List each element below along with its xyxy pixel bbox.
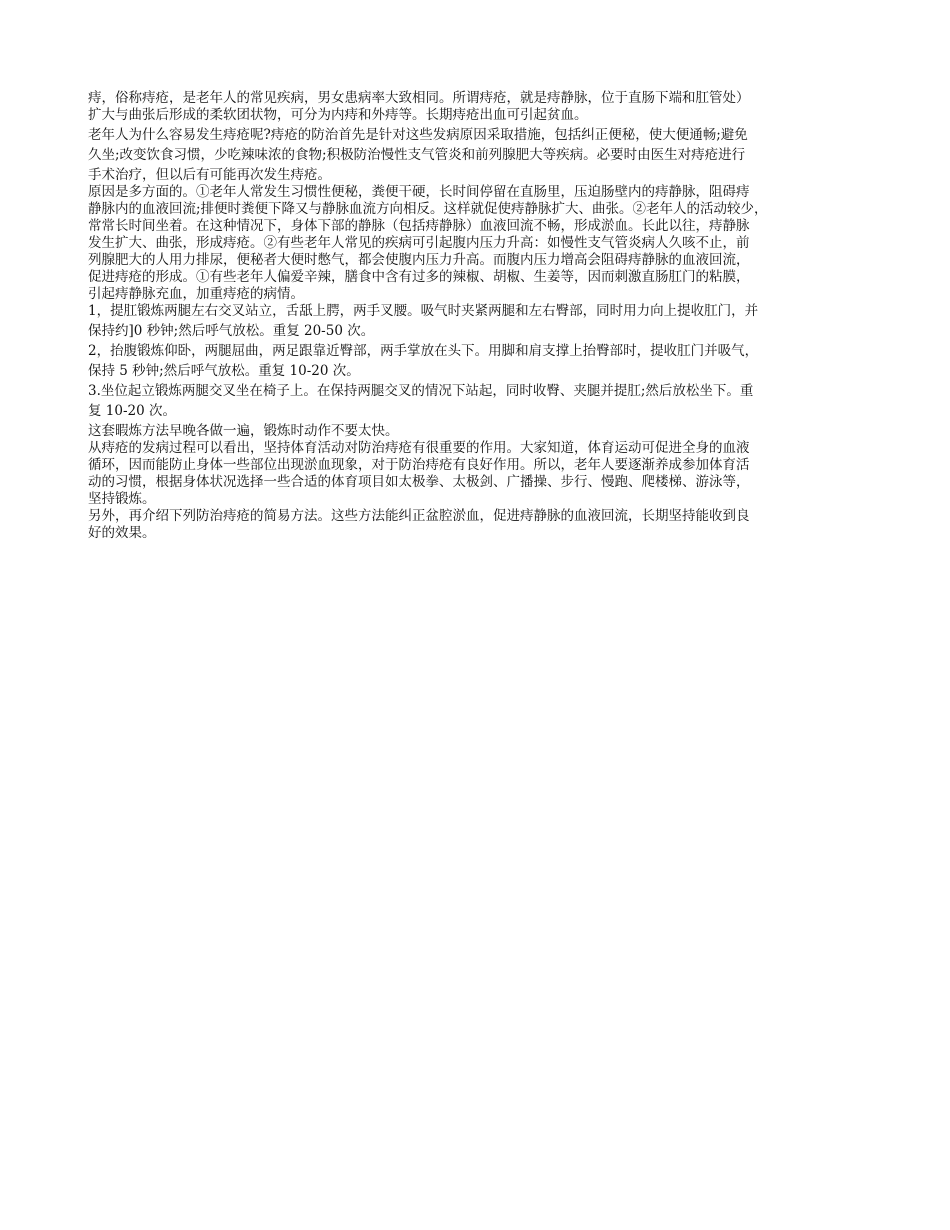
text-line: 复 10-20 次。 (88, 403, 177, 419)
text-line: 久坐;改变饮食习惯，少吃辣味浓的食物;积极防治慢性支气管炎和前列腺肥大等疾病。必要时由医生对痔疮进行 (88, 147, 746, 163)
document-body (88, 90, 873, 542)
text-line: 动的习惯，根据身体状况选择一些合适的体育项目如太极拳、太极剑、广播操、步行、慢跑、爬楼梯、游泳等， (88, 474, 750, 490)
text-line: 发生扩大、曲张，形成痔疮。②有些老年人常见的疾病可引起腹内压力升高：如慢性支气管炎病人久咳不止，前 (88, 235, 750, 251)
text-line: 从痔疮的发病过程可以看出，坚持体育活动对防治痔疮有很重要的作用。大家知道，体育运动可促进全身的血液 (88, 440, 750, 456)
text-line: 列腺肥大的人用力排尿，便秘者大便时憋气，都会使腹内压力升高。而腹内压力增高会阻碍痔静脉的血液回流， (88, 252, 750, 268)
text-line: 引起痔静脉充血，加重痔疮的病情。 (88, 286, 304, 302)
text-line: 好的效果。 (88, 525, 156, 541)
text-line: 原因是多方面的。①老年人常发生习惯性便秘，粪便干硬，长时间停留在直肠里，压迫肠壁内的痔静脉，阻碍痔 (88, 184, 750, 200)
text-line: 1，提肛锻炼两腿左右交叉站立，舌舐上腭，两手叉腰。吸气时夹紧两腿和左右臀部，同时用力向上提收肛门，并 (88, 303, 759, 319)
text-line: 2，抬腹锻炼仰卧，两腿屈曲，两足跟靠近臀部，两手掌放在头下。用脚和肩支撑上抬臀部时，提收肛门并吸气， (88, 343, 759, 359)
text-line: 痔，俗称痔疮，是老年人的常见疾病，男女患病率大致相同。所谓痔疮，就是痔静脉，位于直肠下端和肛管处） (88, 90, 750, 106)
text-line: 另外，再介绍下列防治痔疮的简易方法。这些方法能纠正盆腔淤血，促进痔静脉的血液回流，长期坚持能收到良 (88, 508, 750, 524)
text-line: 坚持锻炼。 (88, 491, 156, 507)
text-line: 扩大与曲张后形成的柔软团状物，可分为内痔和外痔等。长期痔疮出血可引起贫血。 (88, 107, 588, 123)
text-line: 这套暇炼方法早晚各做一遍，锻炼时动作不要太快。 (88, 423, 399, 439)
text-line: 循环，因而能防止身体一些部位出现淤血现象，对于防治痔疮有良好作用。所以，老年人要逐渐养成参加体育活 (88, 457, 750, 473)
text-line: 保持 5 秒钟;然后呼气放松。重复 10-20 次。 (88, 363, 360, 379)
text-line: 保持约]0 秒钟;然后呼气放松。重复 20-50 次。 (88, 323, 375, 339)
text-line: 手术治疗，但以后有可能再次发生痔疮。 (88, 167, 331, 183)
text-line: 3.坐位起立锻炼两腿交叉坐在椅子上。在保持两腿交叉的情况下站起，同时收臀、夹腿并提肛;然后放松坐下。重 (88, 383, 754, 399)
text-line: 常常长时间坐着。在这种情况下，身体下部的静脉（包括痔静脉）血液回流不畅，形成淤血。长此以往，痔静脉 (88, 218, 750, 234)
text-line: 静脉内的血液回流;排便时粪便下降又与静脉血流方向相反。这样就促使痔静脉扩大、曲张。②老年人的活动较少， (88, 201, 768, 217)
text-line: 促进痔疮的形成。①有些老年人偏爱辛辣，膳食中含有过多的辣椒、胡椒、生姜等，因而刺激直肠肛门的粘膜， (88, 269, 750, 285)
text-line: 老年人为什么容易发生痔疮呢?痔疮的防治首先是针对这些发病原因采取措施，包括纠正便秘，使大便通畅;避免 (88, 127, 748, 143)
